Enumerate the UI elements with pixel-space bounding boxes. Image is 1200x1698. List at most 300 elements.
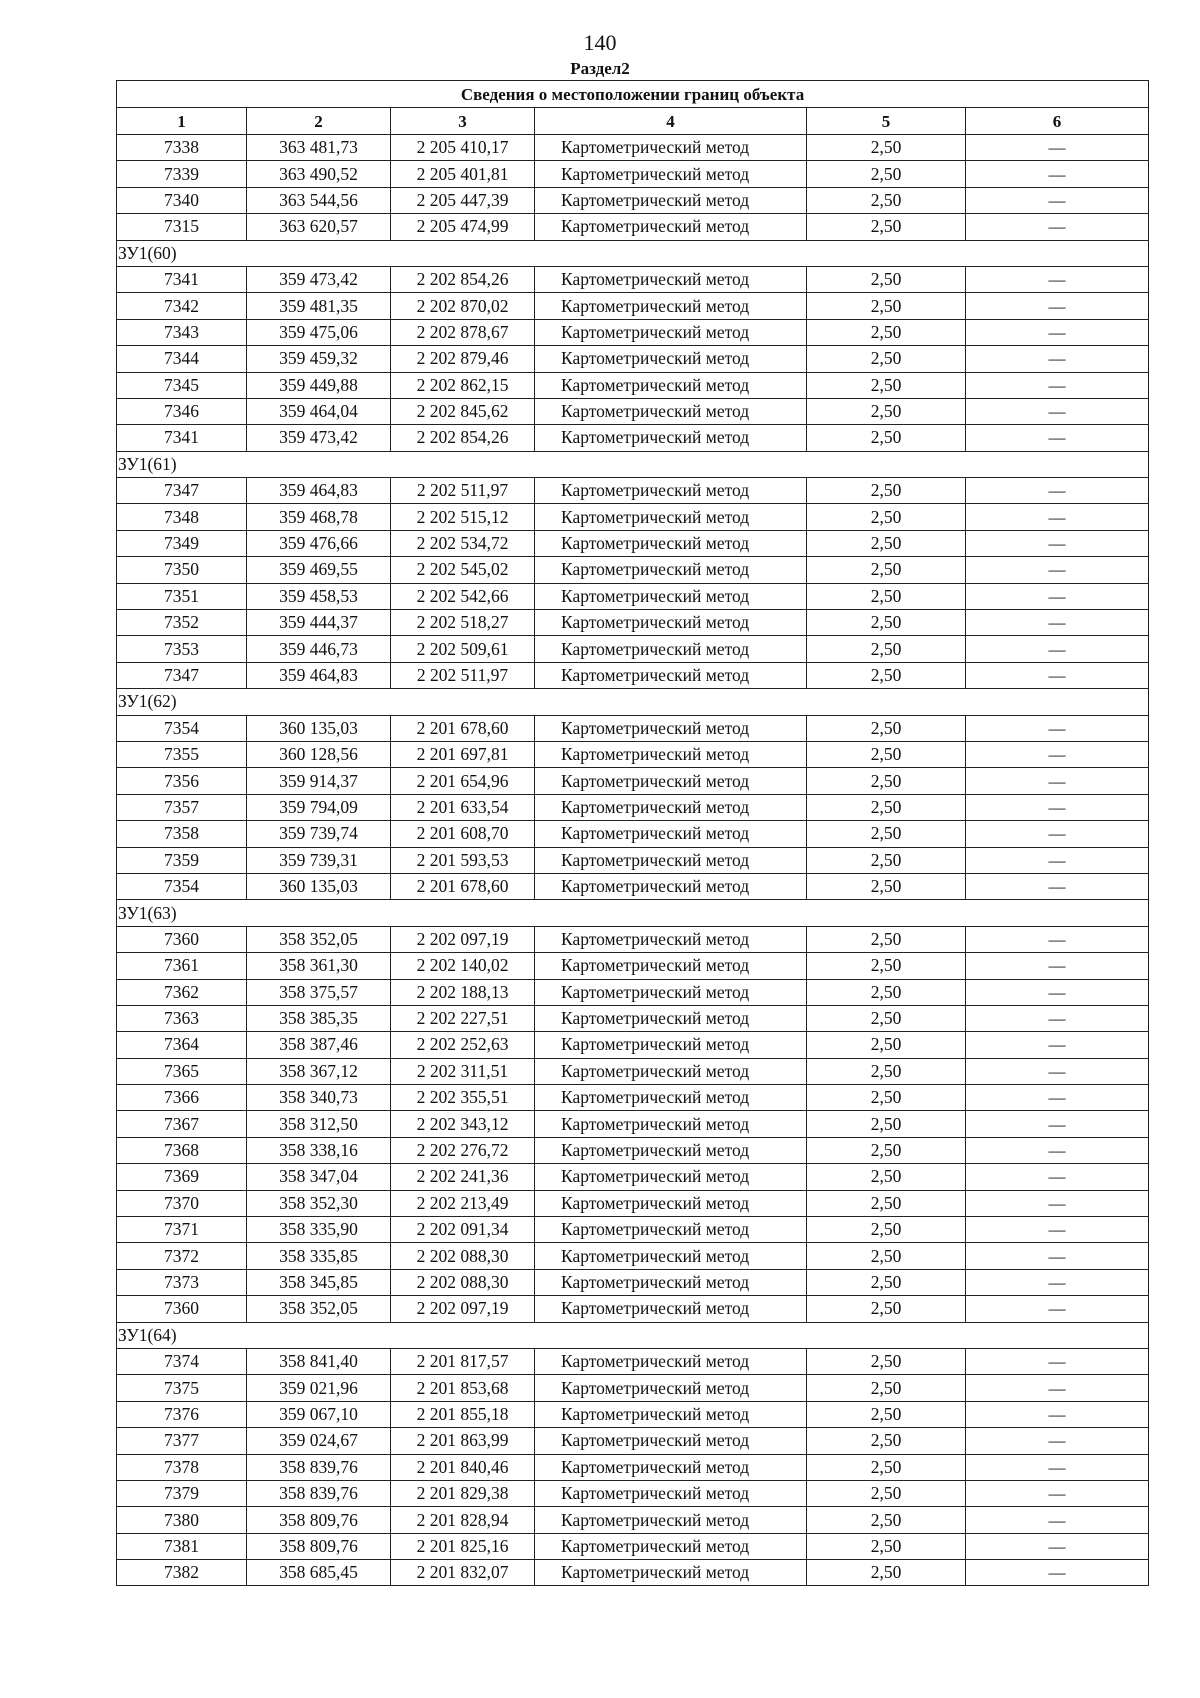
y-coordinate-cell: 2 202 241,36 xyxy=(391,1164,535,1190)
column-header: 2 xyxy=(247,108,391,135)
point-number-cell: 7375 xyxy=(117,1375,247,1401)
point-number-cell: 7342 xyxy=(117,293,247,319)
plot-group-label: ЗУ1(60) xyxy=(117,240,1149,266)
x-coordinate-cell: 359 468,78 xyxy=(247,504,391,530)
x-coordinate-cell: 358 809,76 xyxy=(247,1507,391,1533)
description-cell: — xyxy=(966,530,1149,556)
method-cell: Картометрический метод xyxy=(535,1217,807,1243)
table-row xyxy=(117,610,1149,636)
y-coordinate-cell: 2 202 854,26 xyxy=(391,266,535,292)
x-coordinate-cell: 358 839,76 xyxy=(247,1480,391,1506)
description-cell: — xyxy=(966,346,1149,372)
x-coordinate-cell: 359 464,04 xyxy=(247,398,391,424)
accuracy-cell: 2,50 xyxy=(807,1217,966,1243)
table-row xyxy=(117,1348,1149,1374)
y-coordinate-cell: 2 202 343,12 xyxy=(391,1111,535,1137)
x-coordinate-cell: 359 446,73 xyxy=(247,636,391,662)
method-cell: Картометрический метод xyxy=(535,636,807,662)
point-number-cell: 7377 xyxy=(117,1428,247,1454)
table-row xyxy=(117,319,1149,345)
x-coordinate-cell: 359 739,74 xyxy=(247,821,391,847)
y-coordinate-cell: 2 205 401,81 xyxy=(391,161,535,187)
accuracy-cell: 2,50 xyxy=(807,161,966,187)
point-number-cell: 7352 xyxy=(117,610,247,636)
y-coordinate-cell: 2 201 863,99 xyxy=(391,1428,535,1454)
table-row xyxy=(117,794,1149,820)
table-row xyxy=(117,1296,1149,1322)
method-cell: Картометрический метод xyxy=(535,1533,807,1559)
y-coordinate-cell: 2 202 355,51 xyxy=(391,1085,535,1111)
accuracy-cell: 2,50 xyxy=(807,214,966,240)
point-number-cell: 7369 xyxy=(117,1164,247,1190)
x-coordinate-cell: 359 449,88 xyxy=(247,372,391,398)
x-coordinate-cell: 363 620,57 xyxy=(247,214,391,240)
accuracy-cell: 2,50 xyxy=(807,478,966,504)
x-coordinate-cell: 359 067,10 xyxy=(247,1401,391,1427)
point-number-cell: 7378 xyxy=(117,1454,247,1480)
point-number-cell: 7361 xyxy=(117,953,247,979)
point-number-cell: 7380 xyxy=(117,1507,247,1533)
point-number-cell: 7349 xyxy=(117,530,247,556)
y-coordinate-cell: 2 202 511,97 xyxy=(391,662,535,688)
table-row xyxy=(117,557,1149,583)
x-coordinate-cell: 360 135,03 xyxy=(247,715,391,741)
method-cell: Картометрический метод xyxy=(535,135,807,161)
method-cell: Картометрический метод xyxy=(535,583,807,609)
method-cell: Картометрический метод xyxy=(535,1137,807,1163)
accuracy-cell: 2,50 xyxy=(807,398,966,424)
y-coordinate-cell: 2 201 678,60 xyxy=(391,715,535,741)
table-row xyxy=(117,1190,1149,1216)
description-cell: — xyxy=(966,1428,1149,1454)
y-coordinate-cell: 2 202 518,27 xyxy=(391,610,535,636)
y-coordinate-cell: 2 202 534,72 xyxy=(391,530,535,556)
point-number-cell: 7346 xyxy=(117,398,247,424)
table-row xyxy=(117,1454,1149,1480)
description-cell: — xyxy=(966,504,1149,530)
accuracy-cell: 2,50 xyxy=(807,1243,966,1269)
method-cell: Картометрический метод xyxy=(535,346,807,372)
x-coordinate-cell: 359 473,42 xyxy=(247,425,391,451)
y-coordinate-cell: 2 202 088,30 xyxy=(391,1269,535,1295)
y-coordinate-cell: 2 202 252,63 xyxy=(391,1032,535,1058)
point-number-cell: 7356 xyxy=(117,768,247,794)
accuracy-cell: 2,50 xyxy=(807,636,966,662)
accuracy-cell: 2,50 xyxy=(807,266,966,292)
table-row xyxy=(117,266,1149,292)
method-cell: Картометрический метод xyxy=(535,187,807,213)
method-cell: Картометрический метод xyxy=(535,557,807,583)
y-coordinate-cell: 2 201 832,07 xyxy=(391,1560,535,1586)
table-row xyxy=(117,214,1149,240)
accuracy-cell: 2,50 xyxy=(807,715,966,741)
description-cell: — xyxy=(966,1058,1149,1084)
x-coordinate-cell: 363 544,56 xyxy=(247,187,391,213)
point-number-cell: 7362 xyxy=(117,979,247,1005)
plot-group-row xyxy=(117,900,1149,926)
point-number-cell: 7368 xyxy=(117,1137,247,1163)
y-coordinate-cell: 2 201 608,70 xyxy=(391,821,535,847)
point-number-cell: 7348 xyxy=(117,504,247,530)
method-cell: Картометрический метод xyxy=(535,741,807,767)
column-header: 4 xyxy=(535,108,807,135)
description-cell: — xyxy=(966,873,1149,899)
x-coordinate-cell: 360 135,03 xyxy=(247,873,391,899)
point-number-cell: 7365 xyxy=(117,1058,247,1084)
point-number-cell: 7364 xyxy=(117,1032,247,1058)
method-cell: Картометрический метод xyxy=(535,610,807,636)
accuracy-cell: 2,50 xyxy=(807,1005,966,1031)
table-row xyxy=(117,1243,1149,1269)
point-number-cell: 7347 xyxy=(117,478,247,504)
y-coordinate-cell: 2 202 511,97 xyxy=(391,478,535,504)
point-number-cell: 7371 xyxy=(117,1217,247,1243)
accuracy-cell: 2,50 xyxy=(807,1454,966,1480)
table-row xyxy=(117,768,1149,794)
y-coordinate-cell: 2 201 654,96 xyxy=(391,768,535,794)
method-cell: Картометрический метод xyxy=(535,398,807,424)
method-cell: Картометрический метод xyxy=(535,478,807,504)
accuracy-cell: 2,50 xyxy=(807,135,966,161)
description-cell: — xyxy=(966,1560,1149,1586)
y-coordinate-cell: 2 201 678,60 xyxy=(391,873,535,899)
y-coordinate-cell: 2 202 854,26 xyxy=(391,425,535,451)
y-coordinate-cell: 2 205 410,17 xyxy=(391,135,535,161)
y-coordinate-cell: 2 202 188,13 xyxy=(391,979,535,1005)
y-coordinate-cell: 2 201 593,53 xyxy=(391,847,535,873)
method-cell: Картометрический метод xyxy=(535,1428,807,1454)
method-cell: Картометрический метод xyxy=(535,794,807,820)
point-number-cell: 7343 xyxy=(117,319,247,345)
description-cell: — xyxy=(966,557,1149,583)
method-cell: Картометрический метод xyxy=(535,873,807,899)
table-row xyxy=(117,715,1149,741)
table-row xyxy=(117,1375,1149,1401)
x-coordinate-cell: 358 352,05 xyxy=(247,926,391,952)
table-row xyxy=(117,583,1149,609)
x-coordinate-cell: 358 312,50 xyxy=(247,1111,391,1137)
page-number: 140 xyxy=(583,30,617,55)
point-number-cell: 7345 xyxy=(117,372,247,398)
description-cell: — xyxy=(966,425,1149,451)
accuracy-cell: 2,50 xyxy=(807,1032,966,1058)
x-coordinate-cell: 359 024,67 xyxy=(247,1428,391,1454)
description-cell: — xyxy=(966,847,1149,873)
y-coordinate-cell: 2 205 474,99 xyxy=(391,214,535,240)
column-header: 3 xyxy=(391,108,535,135)
point-number-cell: 7363 xyxy=(117,1005,247,1031)
table-row xyxy=(117,1058,1149,1084)
point-number-cell: 7340 xyxy=(117,187,247,213)
y-coordinate-cell: 2 205 447,39 xyxy=(391,187,535,213)
x-coordinate-cell: 359 464,83 xyxy=(247,662,391,688)
description-cell: — xyxy=(966,372,1149,398)
accuracy-cell: 2,50 xyxy=(807,1507,966,1533)
accuracy-cell: 2,50 xyxy=(807,293,966,319)
point-number-cell: 7354 xyxy=(117,873,247,899)
point-number-cell: 7376 xyxy=(117,1401,247,1427)
accuracy-cell: 2,50 xyxy=(807,1137,966,1163)
point-number-cell: 7370 xyxy=(117,1190,247,1216)
x-coordinate-cell: 358 375,57 xyxy=(247,979,391,1005)
y-coordinate-cell: 2 202 545,02 xyxy=(391,557,535,583)
method-cell: Картометрический метод xyxy=(535,1164,807,1190)
x-coordinate-cell: 359 469,55 xyxy=(247,557,391,583)
x-coordinate-cell: 363 490,52 xyxy=(247,161,391,187)
x-coordinate-cell: 359 794,09 xyxy=(247,794,391,820)
method-cell: Картометрический метод xyxy=(535,214,807,240)
accuracy-cell: 2,50 xyxy=(807,530,966,556)
accuracy-cell: 2,50 xyxy=(807,662,966,688)
description-cell: — xyxy=(966,478,1149,504)
table-row xyxy=(117,425,1149,451)
point-number-cell: 7341 xyxy=(117,425,247,451)
accuracy-cell: 2,50 xyxy=(807,1111,966,1137)
table-caption-row xyxy=(117,81,1149,108)
y-coordinate-cell: 2 201 825,16 xyxy=(391,1533,535,1559)
table-row xyxy=(117,1533,1149,1559)
x-coordinate-cell: 358 347,04 xyxy=(247,1164,391,1190)
description-cell: — xyxy=(966,768,1149,794)
table-row xyxy=(117,953,1149,979)
y-coordinate-cell: 2 201 828,94 xyxy=(391,1507,535,1533)
method-cell: Картометрический метод xyxy=(535,1111,807,1137)
method-cell: Картометрический метод xyxy=(535,1005,807,1031)
description-cell: — xyxy=(966,1533,1149,1559)
description-cell: — xyxy=(966,636,1149,662)
y-coordinate-cell: 2 202 879,46 xyxy=(391,346,535,372)
x-coordinate-cell: 358 387,46 xyxy=(247,1032,391,1058)
y-coordinate-cell: 2 202 091,34 xyxy=(391,1217,535,1243)
x-coordinate-cell: 358 338,16 xyxy=(247,1137,391,1163)
x-coordinate-cell: 358 685,45 xyxy=(247,1560,391,1586)
table-row xyxy=(117,821,1149,847)
y-coordinate-cell: 2 202 097,19 xyxy=(391,1296,535,1322)
y-coordinate-cell: 2 202 542,66 xyxy=(391,583,535,609)
accuracy-cell: 2,50 xyxy=(807,1560,966,1586)
y-coordinate-cell: 2 201 697,81 xyxy=(391,741,535,767)
table-body xyxy=(117,81,1149,1586)
method-cell: Картометрический метод xyxy=(535,1269,807,1295)
y-coordinate-cell: 2 201 855,18 xyxy=(391,1401,535,1427)
description-cell: — xyxy=(966,1269,1149,1295)
accuracy-cell: 2,50 xyxy=(807,557,966,583)
accuracy-cell: 2,50 xyxy=(807,1348,966,1374)
description-cell: — xyxy=(966,1454,1149,1480)
table-row xyxy=(117,741,1149,767)
column-header: 6 xyxy=(966,108,1149,135)
method-cell: Картометрический метод xyxy=(535,1190,807,1216)
table-row xyxy=(117,504,1149,530)
y-coordinate-cell: 2 202 140,02 xyxy=(391,953,535,979)
point-number-cell: 7351 xyxy=(117,583,247,609)
point-number-cell: 7357 xyxy=(117,794,247,820)
accuracy-cell: 2,50 xyxy=(807,1296,966,1322)
plot-group-row xyxy=(117,240,1149,266)
description-cell: — xyxy=(966,979,1149,1005)
accuracy-cell: 2,50 xyxy=(807,1269,966,1295)
table-row xyxy=(117,478,1149,504)
point-number-cell: 7360 xyxy=(117,926,247,952)
x-coordinate-cell: 359 481,35 xyxy=(247,293,391,319)
description-cell: — xyxy=(966,135,1149,161)
x-coordinate-cell: 359 444,37 xyxy=(247,610,391,636)
x-coordinate-cell: 359 476,66 xyxy=(247,530,391,556)
description-cell: — xyxy=(966,821,1149,847)
description-cell: — xyxy=(966,1190,1149,1216)
accuracy-cell: 2,50 xyxy=(807,1190,966,1216)
description-cell: — xyxy=(966,1480,1149,1506)
description-cell: — xyxy=(966,319,1149,345)
y-coordinate-cell: 2 202 213,49 xyxy=(391,1190,535,1216)
y-coordinate-cell: 2 202 276,72 xyxy=(391,1137,535,1163)
column-header: 5 xyxy=(807,108,966,135)
x-coordinate-cell: 358 352,05 xyxy=(247,1296,391,1322)
point-number-cell: 7354 xyxy=(117,715,247,741)
method-cell: Картометрический метод xyxy=(535,1375,807,1401)
x-coordinate-cell: 358 367,12 xyxy=(247,1058,391,1084)
y-coordinate-cell: 2 202 845,62 xyxy=(391,398,535,424)
table-row xyxy=(117,847,1149,873)
method-cell: Картометрический метод xyxy=(535,1454,807,1480)
point-number-cell: 7355 xyxy=(117,741,247,767)
method-cell: Картометрический метод xyxy=(535,530,807,556)
description-cell: — xyxy=(966,926,1149,952)
x-coordinate-cell: 358 841,40 xyxy=(247,1348,391,1374)
accuracy-cell: 2,50 xyxy=(807,768,966,794)
point-number-cell: 7372 xyxy=(117,1243,247,1269)
y-coordinate-cell: 2 202 311,51 xyxy=(391,1058,535,1084)
method-cell: Картометрический метод xyxy=(535,953,807,979)
description-cell: — xyxy=(966,1111,1149,1137)
y-coordinate-cell: 2 202 870,02 xyxy=(391,293,535,319)
description-cell: — xyxy=(966,583,1149,609)
x-coordinate-cell: 358 335,90 xyxy=(247,1217,391,1243)
method-cell: Картометрический метод xyxy=(535,1058,807,1084)
method-cell: Картометрический метод xyxy=(535,1085,807,1111)
accuracy-cell: 2,50 xyxy=(807,873,966,899)
table-row xyxy=(117,293,1149,319)
table-row xyxy=(117,372,1149,398)
method-cell: Картометрический метод xyxy=(535,821,807,847)
method-cell: Картометрический метод xyxy=(535,504,807,530)
table-row xyxy=(117,636,1149,662)
description-cell: — xyxy=(966,1348,1149,1374)
plot-group-label: ЗУ1(63) xyxy=(117,900,1149,926)
description-cell: — xyxy=(966,398,1149,424)
point-number-cell: 7339 xyxy=(117,161,247,187)
table-row xyxy=(117,1401,1149,1427)
x-coordinate-cell: 359 458,53 xyxy=(247,583,391,609)
description-cell: — xyxy=(966,794,1149,820)
table-row xyxy=(117,346,1149,372)
y-coordinate-cell: 2 201 840,46 xyxy=(391,1454,535,1480)
y-coordinate-cell: 2 202 097,19 xyxy=(391,926,535,952)
method-cell: Картометрический метод xyxy=(535,372,807,398)
method-cell: Картометрический метод xyxy=(535,1480,807,1506)
accuracy-cell: 2,50 xyxy=(807,953,966,979)
y-coordinate-cell: 2 201 817,57 xyxy=(391,1348,535,1374)
description-cell: — xyxy=(966,715,1149,741)
point-number-cell: 7353 xyxy=(117,636,247,662)
table-row xyxy=(117,187,1149,213)
point-number-cell: 7381 xyxy=(117,1533,247,1559)
y-coordinate-cell: 2 202 088,30 xyxy=(391,1243,535,1269)
point-number-cell: 7360 xyxy=(117,1296,247,1322)
description-cell: — xyxy=(966,1217,1149,1243)
description-cell: — xyxy=(966,1243,1149,1269)
accuracy-cell: 2,50 xyxy=(807,346,966,372)
table-row xyxy=(117,979,1149,1005)
description-cell: — xyxy=(966,266,1149,292)
table-row xyxy=(117,1428,1149,1454)
accuracy-cell: 2,50 xyxy=(807,372,966,398)
description-cell: — xyxy=(966,187,1149,213)
point-number-cell: 7344 xyxy=(117,346,247,372)
description-cell: — xyxy=(966,214,1149,240)
table-row xyxy=(117,873,1149,899)
point-number-cell: 7367 xyxy=(117,1111,247,1137)
x-coordinate-cell: 363 481,73 xyxy=(247,135,391,161)
method-cell: Картометрический метод xyxy=(535,715,807,741)
point-number-cell: 7350 xyxy=(117,557,247,583)
method-cell: Картометрический метод xyxy=(535,1560,807,1586)
method-cell: Картометрический метод xyxy=(535,425,807,451)
point-number-cell: 7382 xyxy=(117,1560,247,1586)
x-coordinate-cell: 359 473,42 xyxy=(247,266,391,292)
method-cell: Картометрический метод xyxy=(535,266,807,292)
method-cell: Картометрический метод xyxy=(535,1296,807,1322)
y-coordinate-cell: 2 202 227,51 xyxy=(391,1005,535,1031)
point-number-cell: 7341 xyxy=(117,266,247,292)
accuracy-cell: 2,50 xyxy=(807,741,966,767)
plot-group-row xyxy=(117,1322,1149,1348)
accuracy-cell: 2,50 xyxy=(807,425,966,451)
method-cell: Картометрический метод xyxy=(535,319,807,345)
y-coordinate-cell: 2 202 509,61 xyxy=(391,636,535,662)
plot-group-label: ЗУ1(64) xyxy=(117,1322,1149,1348)
table-row xyxy=(117,1560,1149,1586)
method-cell: Картометрический метод xyxy=(535,979,807,1005)
table-row xyxy=(117,1507,1149,1533)
method-cell: Картометрический метод xyxy=(535,1401,807,1427)
table-row xyxy=(117,1217,1149,1243)
point-number-cell: 7366 xyxy=(117,1085,247,1111)
accuracy-cell: 2,50 xyxy=(807,1428,966,1454)
accuracy-cell: 2,50 xyxy=(807,847,966,873)
table-row xyxy=(117,530,1149,556)
description-cell: — xyxy=(966,293,1149,319)
accuracy-cell: 2,50 xyxy=(807,979,966,1005)
boundary-coordinates-table xyxy=(116,80,1149,1586)
description-cell: — xyxy=(966,1164,1149,1190)
section-title: Раздел2 xyxy=(570,59,630,78)
plot-group-row xyxy=(117,451,1149,477)
point-number-cell: 7315 xyxy=(117,214,247,240)
column-header: 1 xyxy=(117,108,247,135)
description-cell: — xyxy=(966,1085,1149,1111)
table-row xyxy=(117,135,1149,161)
table-row xyxy=(117,1005,1149,1031)
table-row xyxy=(117,1269,1149,1295)
table-row xyxy=(117,398,1149,424)
x-coordinate-cell: 359 739,31 xyxy=(247,847,391,873)
accuracy-cell: 2,50 xyxy=(807,610,966,636)
accuracy-cell: 2,50 xyxy=(807,319,966,345)
x-coordinate-cell: 360 128,56 xyxy=(247,741,391,767)
x-coordinate-cell: 359 459,32 xyxy=(247,346,391,372)
description-cell: — xyxy=(966,1032,1149,1058)
